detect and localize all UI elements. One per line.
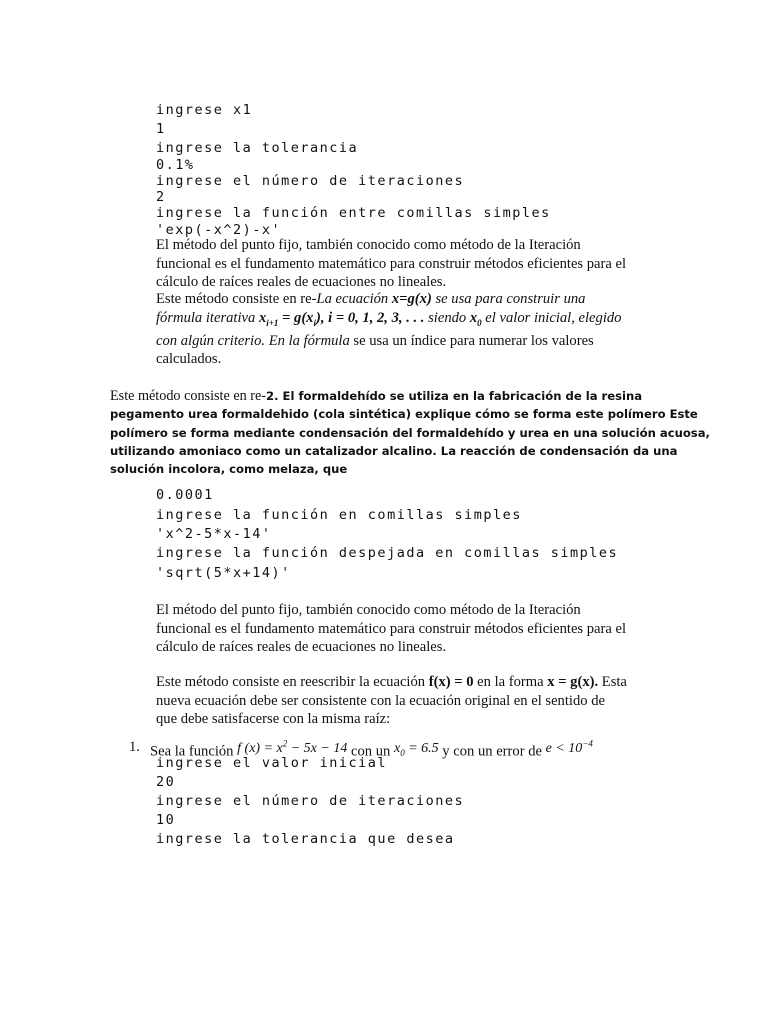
text-line: nueva ecuación debe ser consistente con la ecuación original en el sentido de xyxy=(156,692,605,709)
text-line: solución incolora, como melaza, que xyxy=(110,462,348,477)
list-number: 1. xyxy=(129,739,140,755)
code-line: 1 xyxy=(156,121,166,137)
code-line: ingrese el valor inicial xyxy=(156,755,388,771)
text-line: cálculo de raíces reales de ecuaciones no lineales. xyxy=(156,639,447,655)
code-line: ingrese la tolerancia que desea xyxy=(156,831,455,847)
list-item-1 xyxy=(129,738,140,757)
text-line: funcional es el fundamento matemático para construir métodos eficientes para el xyxy=(156,620,627,637)
paragraph-rewrite-equation xyxy=(156,673,627,729)
text-line: fórmula iterativa $x_{i+1} = g(x_i)$, i = 0, 1, 2, 3, . . . siendo $x_0$ el valor inicial, elegido xyxy=(156,309,622,328)
text-line: El método del punto fijo, también conocido como método de la Iteración xyxy=(156,237,581,253)
text-line: con algún criterio. En la fórmula se usa un índice para numerar los valores xyxy=(156,332,594,349)
code-line: 0.1% xyxy=(156,157,195,173)
code-line: 2 xyxy=(156,189,166,205)
paragraph-formaldehyde xyxy=(110,387,710,478)
text-line: pegamento urea formaldehido (cola sintética) explique cómo se forma este polímero Este xyxy=(110,407,698,422)
text-line: Este método consiste en re-2. El formaldehído se utiliza en la fabricación de la resina xyxy=(110,388,643,404)
code-line: 'sqrt(5*x+14)' xyxy=(156,565,291,581)
paragraph-fixed-point-1 xyxy=(156,236,626,292)
text-line: El método del punto fijo, también conocido como método de la Iteración xyxy=(156,602,581,618)
text-line: cálculo de raíces reales de ecuaciones no lineales. xyxy=(156,274,447,290)
text-line: Este método consiste en reescribir la ecuación f(x) = 0 en la forma x = g(x). Esta xyxy=(156,674,627,690)
code-line: ingrese el número de iteraciones xyxy=(156,173,465,189)
list-item-text: Sea la función f $(x) = x^2 - 5x - 14$ con un $x_0 = 6.5$ y con un error de $e < 10^{-4}$ xyxy=(150,738,593,760)
code-line: ingrese el número de iteraciones xyxy=(156,793,465,809)
code-line: ingrese la función entre comillas simples xyxy=(156,205,551,221)
text-line: funcional es el fundamento matemático para construir métodos eficientes para el xyxy=(156,255,627,272)
code-line: ingrese la función despejada en comillas simples xyxy=(156,545,619,561)
code-line: 'exp(-x^2)-x' xyxy=(156,222,282,238)
text-line: que debe satisfacerse con la misma raíz: xyxy=(156,711,391,727)
equation-error: $e < 10^{-4}$ xyxy=(545,738,593,756)
equation-function: f $(x) = x^2 - 5x - 14$ xyxy=(237,738,348,756)
paragraph-fixed-point-2 xyxy=(156,601,626,657)
code-line: ingrese la función en comillas simples xyxy=(156,507,522,523)
code-line: 20 xyxy=(156,774,176,790)
equation-initial-value: $x_0 = 6.5$ xyxy=(393,740,439,758)
text-line: Este método consiste en re-La ecuación x=g(x) se usa para construir una xyxy=(156,291,586,307)
code-line: 10 xyxy=(156,812,176,828)
code-line: 0.0001 xyxy=(156,487,214,503)
text-line: polímero se forma mediante condensación del formaldehído y urea en una solución acuosa, xyxy=(110,425,710,440)
code-line: ingrese la tolerancia xyxy=(156,140,359,156)
text-line: calculados. xyxy=(156,351,222,368)
code-line: ingrese x1 xyxy=(156,102,253,118)
text-line: utilizando amoniaco como un catalizador alcalino. La reacción de condensación da una xyxy=(110,443,678,458)
code-line: 'x^2-5*x-14' xyxy=(156,526,272,542)
paragraph-iterative-formula xyxy=(156,290,621,369)
